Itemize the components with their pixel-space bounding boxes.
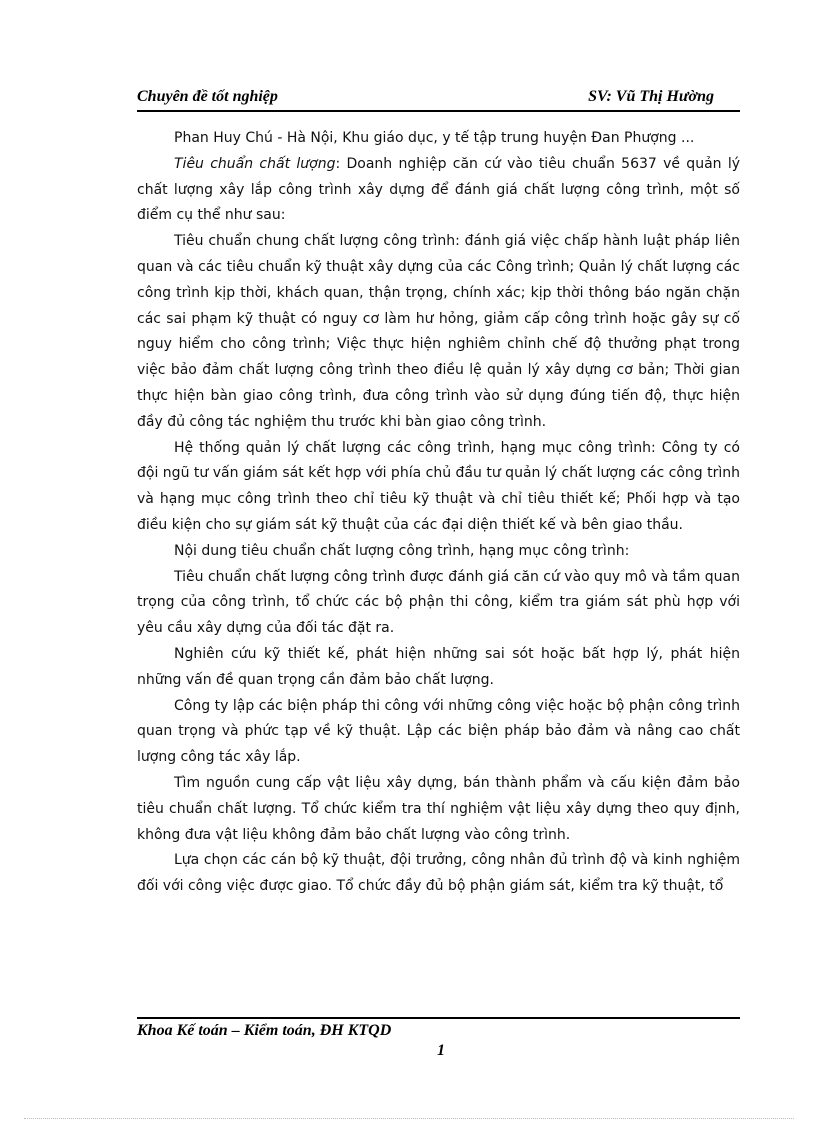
- paragraph: Nghiên cứu kỹ thiết kế, phát hiện những sai sót hoặc bất hợp lý, phát hiện những vấn đề quan trọng cần đảm bảo chất lượng.: [137, 645, 740, 688]
- paragraph-lead: Tiêu chuẩn chất lượng: [174, 155, 336, 172]
- paragraph: Nội dung tiêu chuẩn chất lượng công trình, hạng mục công trình:: [174, 542, 630, 559]
- paragraph: Tiêu chuẩn chất lượng: Doanh nghiệp căn cứ vào tiêu chuẩn 5637 về quản lý chất lượng xây lắp công trình xây dựng để đánh giá chất lượng công trình, một số điểm cụ thể như sau:: [137, 155, 740, 224]
- header-thesis-title: Chuyên đề tốt nghiệp: [137, 88, 278, 105]
- footer-divider: [137, 1017, 740, 1019]
- page-break-line: [24, 1118, 794, 1119]
- body-text: [137, 126, 740, 900]
- page-number: 1: [437, 1042, 445, 1059]
- paragraph: Hệ thống quản lý chất lượng các công trình, hạng mục công trình: Công ty có đội ngũ tư vấn giám sát kết hợp với phía chủ đầu tư quản lý chất lượng các công trình và hạng mục công trình theo chỉ tiêu kỹ thuật và chỉ tiêu thiết kế; Phối hợp và tạo điều kiện cho sự giám sát kỹ thuật của các đại diện thiết kế và bên giao thầu.: [137, 439, 740, 533]
- paragraph: Lựa chọn các cán bộ kỹ thuật, đội trưởng, công nhân đủ trình độ và kinh nghiệm đối với công việc được giao. Tổ chức đầy đủ bộ phận giám sát, kiểm tra kỹ thuật, tổ: [137, 852, 740, 895]
- paragraph: Công ty lập các biện pháp thi công với những công việc hoặc bộ phận công trình quan trọng và phức tạp về kỹ thuật. Lập các biện pháp bảo đảm và nâng cao chất lượng công tác xây lắp.: [137, 697, 740, 766]
- paragraph: Tìm nguồn cung cấp vật liệu xây dựng, bán thành phẩm và cấu kiện đảm bảo tiêu chuẩn chất lượng. Tổ chức kiểm tra thí nghiệm vật liệu xây dựng theo quy định, không đưa vật liệu không đảm bảo chất lượng vào công trình.: [137, 774, 740, 843]
- paragraph: Tiêu chuẩn chất lượng công trình được đánh giá căn cứ vào quy mô và tầm quan trọng của công trình, tổ chức các bộ phận thi công, kiểm tra giám sát phù hợp với yêu cầu xây dựng của đối tác đặt ra.: [137, 568, 740, 637]
- paragraph: Phan Huy Chú - Hà Nội, Khu giáo dục, y tế tập trung huyện Đan Phượng ...: [174, 130, 695, 146]
- paragraph: Tiêu chuẩn chung chất lượng công trình: đánh giá việc chấp hành luật pháp liên quan và các tiêu chuẩn kỹ thuật xây dựng của các Công trình; Quản lý chất lượng các công trình kịp thời, khách quan, thận trọng, chính xác; kịp thời thông báo ngăn chặn các sai phạm kỹ thuật có nguy cơ làm hư hỏng, giảm cấp công trình hoặc gây sự cố nguy hiểm cho công trình; Việc thực hiện nghiêm chỉnh chế độ thưởng phạt trong việc bảo đảm chất lượng công trình theo điều lệ quản lý xây dựng cơ bản; Thời gian thực hiện bàn giao công trình, đưa công trình vào sử dụng đúng tiến độ, thực hiện đầy đủ công tác nghiệm thu trước khi bàn giao công trình.: [137, 233, 740, 430]
- header-student-name: SV: Vũ Thị Hường: [588, 88, 714, 105]
- page-header: [137, 84, 740, 112]
- footer-faculty: Khoa Kế toán – Kiểm toán, ĐH KTQD: [137, 1022, 392, 1039]
